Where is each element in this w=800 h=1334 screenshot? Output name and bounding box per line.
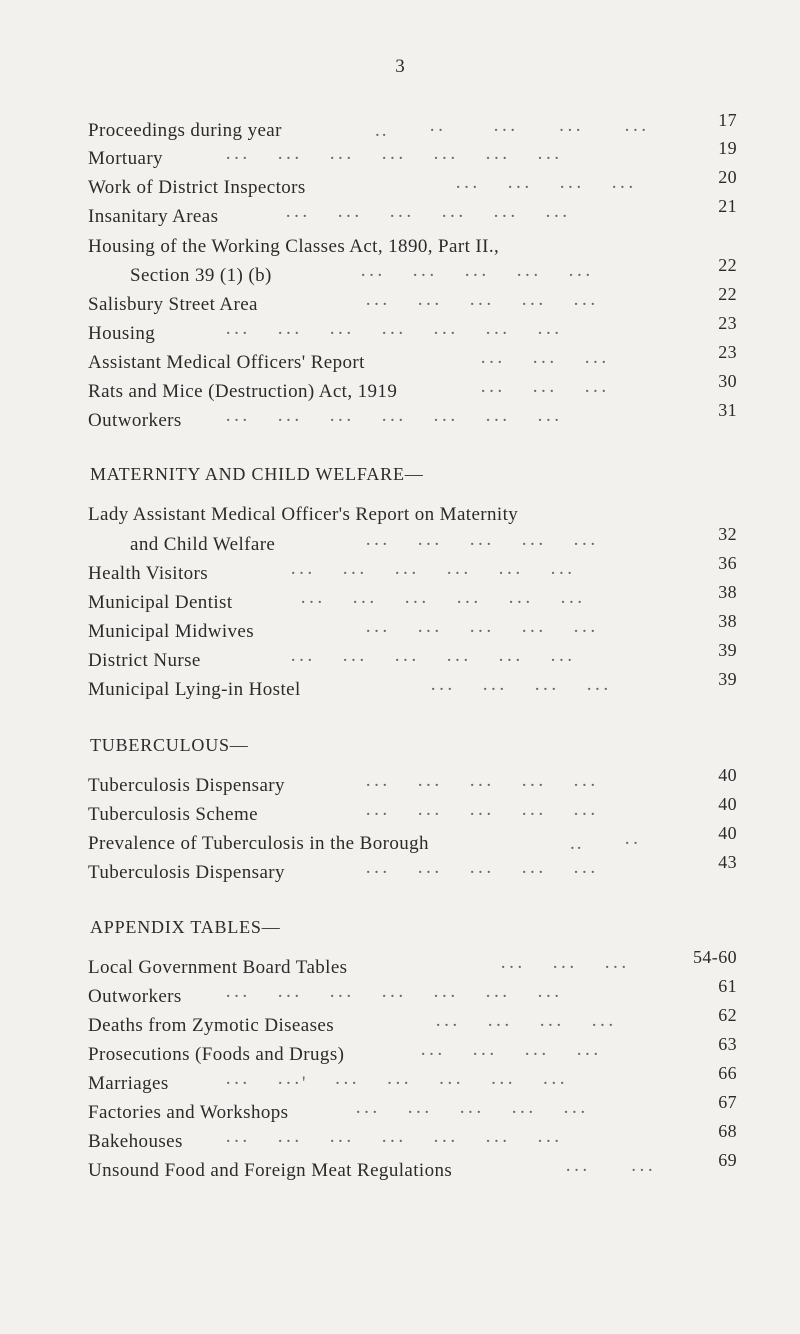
toc-entry-label: Bakehouses [88,1131,183,1152]
toc-entry-label: Outworkers [88,410,182,431]
toc-entry-page: 32 [718,524,737,544]
dot-leader: ··· ··· ··· [480,381,609,402]
dot-leader: ··· ··· ··· ··· ··· ··· ··· [225,1131,562,1152]
toc-entry [0,400,800,438]
toc-entry-page: 38 [718,611,737,631]
toc-entry-page: 22 [718,284,737,304]
toc-entry [0,1063,800,1101]
toc-entry-label: Mortuary [88,148,163,169]
toc-entry-page: 30 [718,371,737,391]
toc-entry [0,255,800,293]
toc-entry-page: 21 [718,196,737,216]
toc-entry [0,976,800,1014]
toc-entry-label: Deaths from Zymotic Diseases [88,1015,335,1036]
toc-entry-page: 39 [718,669,737,689]
section-heading: TUBERCULOUS— [90,735,249,755]
dot-leader: ··· ··· ··· ··· ··· [365,294,598,315]
toc-entry-label: Prevalence of Tuberculosis in the Borough [88,833,429,854]
toc-entry-page: 66 [718,1063,737,1083]
toc-entry-label: Rats and Mice (Destruction) Act, 1919 [88,381,398,402]
toc-entry-label: Housing of the Working Classes Act, 1890, Part II., [88,236,500,257]
dot-leader: ··· ··· ··· ··· ··· ··· ··· [225,410,562,431]
toc-entry [0,1092,800,1130]
toc-entry-page: 22 [718,255,737,275]
toc-entry-page: 43 [718,852,737,872]
toc-entry [0,640,800,678]
dot-leader: ··· ··· ··· ··· ··· ··· [290,563,575,584]
toc-entry [0,1150,800,1188]
dot-leader: ··· ··· ··· ··· ··· [365,775,598,796]
dot-leader: ··· ··· ··· ··· ··· ··· [290,650,575,671]
toc-entry [0,167,800,205]
dot-leader: ··· ··· ··· ··· ··· ··· [285,206,570,227]
toc-entry-label: Salisbury Street Area [88,294,258,315]
toc-entry [0,553,800,591]
toc-entry [0,504,800,532]
toc-entry [0,582,800,620]
toc-entry-label: Lady Assistant Medical Officer's Report on Maternity [88,504,519,525]
toc-entry [0,1034,800,1072]
toc-entry-page: 17 [718,110,737,130]
toc-entry-label: Outworkers [88,986,182,1007]
toc-entry-label: Tuberculosis Scheme [88,804,258,825]
dot-leader: ··· ··· ··· ··· [435,1015,616,1036]
toc-entry-page: 23 [718,342,737,362]
toc-entry-page: 40 [718,794,737,814]
toc-entry [0,236,800,264]
toc-entry-page: 31 [718,400,737,420]
toc-entry-page: 38 [718,582,737,602]
toc-entry [0,138,800,176]
toc-entry-page: 63 [718,1034,737,1054]
section-heading: MATERNITY AND CHILD WELFARE— [90,464,424,484]
dot-leader: ··· ··· ··· ··· [420,1044,601,1065]
toc-entry-page: 69 [718,1150,737,1170]
page-number: 3 [395,56,405,77]
toc-entry-page: 19 [718,138,737,158]
toc-entry-label: Assistant Medical Officers' Report [88,352,365,373]
dot-leader: ··· ··· ··· ··· [455,177,636,198]
toc-entry [0,110,800,148]
toc-entry-page: 39 [718,640,737,660]
toc-entry-label: Municipal Midwives [88,621,255,642]
toc-entry-label: Tuberculosis Dispensary [88,862,285,883]
toc-entry-page: 40 [718,765,737,785]
dot-leader: ··· ··· ··· ··· ··· [355,1102,588,1123]
toc-entry-page: 20 [718,167,737,187]
toc-entry [0,947,800,985]
toc-entry-page: 23 [718,313,737,333]
toc-entry [0,313,800,351]
dot-leader: ··· ···' ··· ··· ··· ··· ··· [225,1073,568,1094]
dot-leader: ··· ··· ··· ··· ··· ··· [300,592,585,613]
section-heading: APPENDIX TABLES— [90,917,281,937]
dot-leader: ··· ··· ··· ··· ··· [365,862,598,883]
dot-leader: .. ·· ··· ··· ··· [375,120,649,141]
toc-entry [0,823,800,861]
toc-entry-label: Proceedings during year [88,120,282,141]
toc-entry-page: 40 [718,823,737,843]
toc-entry-page: 54-60 [693,947,737,967]
toc-entry [0,342,800,380]
toc-entry-page: 36 [718,553,737,573]
toc-entry-label: Section 39 (1) (b) [130,265,272,286]
toc-entry-label: District Nurse [88,650,201,671]
dot-leader: ··· ··· [565,1160,656,1181]
dot-leader: ··· ··· ··· ··· ··· ··· ··· [225,986,562,1007]
toc-entry-label: Local Government Board Tables [88,957,348,978]
dot-leader: ··· ··· ··· ··· [430,679,611,700]
dot-leader: ··· ··· ··· ··· ··· ··· ··· [225,148,562,169]
toc-entry [0,524,800,562]
dot-leader: ··· ··· ··· [480,352,609,373]
toc-entry-label: Tuberculosis Dispensary [88,775,285,796]
toc-entry [0,1005,800,1043]
dot-leader: .. ·· [570,833,641,854]
toc-entry-label: Housing [88,323,156,344]
toc-entry-label: Factories and Workshops [88,1102,289,1123]
toc-entry-label: Municipal Dentist [88,592,233,613]
toc-entry [0,765,800,803]
toc-entry [0,284,800,322]
toc-entry-label: Municipal Lying-in Hostel [88,679,301,700]
toc-entry-label: Insanitary Areas [88,206,219,227]
toc-entry [0,669,800,707]
toc-entry-label: Unsound Food and Foreign Meat Regulations [88,1160,453,1181]
dot-leader: ··· ··· ··· [500,957,629,978]
toc-entry-page: 62 [718,1005,737,1025]
toc-entry [0,196,800,234]
dot-leader: ··· ··· ··· ··· ··· [360,265,593,286]
dot-leader: ··· ··· ··· ··· ··· [365,804,598,825]
toc-entry-page: 67 [718,1092,737,1112]
toc-entry [0,852,800,890]
toc-entry-label: and Child Welfare [130,534,276,555]
dot-leader: ··· ··· ··· ··· ··· [365,621,598,642]
toc-entry [0,1121,800,1159]
toc-entry-label: Health Visitors [88,563,209,584]
toc-entry-page: 61 [718,976,737,996]
dot-leader: ··· ··· ··· ··· ··· [365,534,598,555]
toc-entry-label: Marriages [88,1073,169,1094]
dot-leader: ··· ··· ··· ··· ··· ··· ··· [225,323,562,344]
toc-entry-label: Prosecutions (Foods and Drugs) [88,1044,345,1065]
toc-entry-page: 68 [718,1121,737,1141]
toc-entry [0,371,800,409]
toc-entry [0,611,800,649]
toc-entry [0,794,800,832]
toc-entry-label: Work of District Inspectors [88,177,306,198]
